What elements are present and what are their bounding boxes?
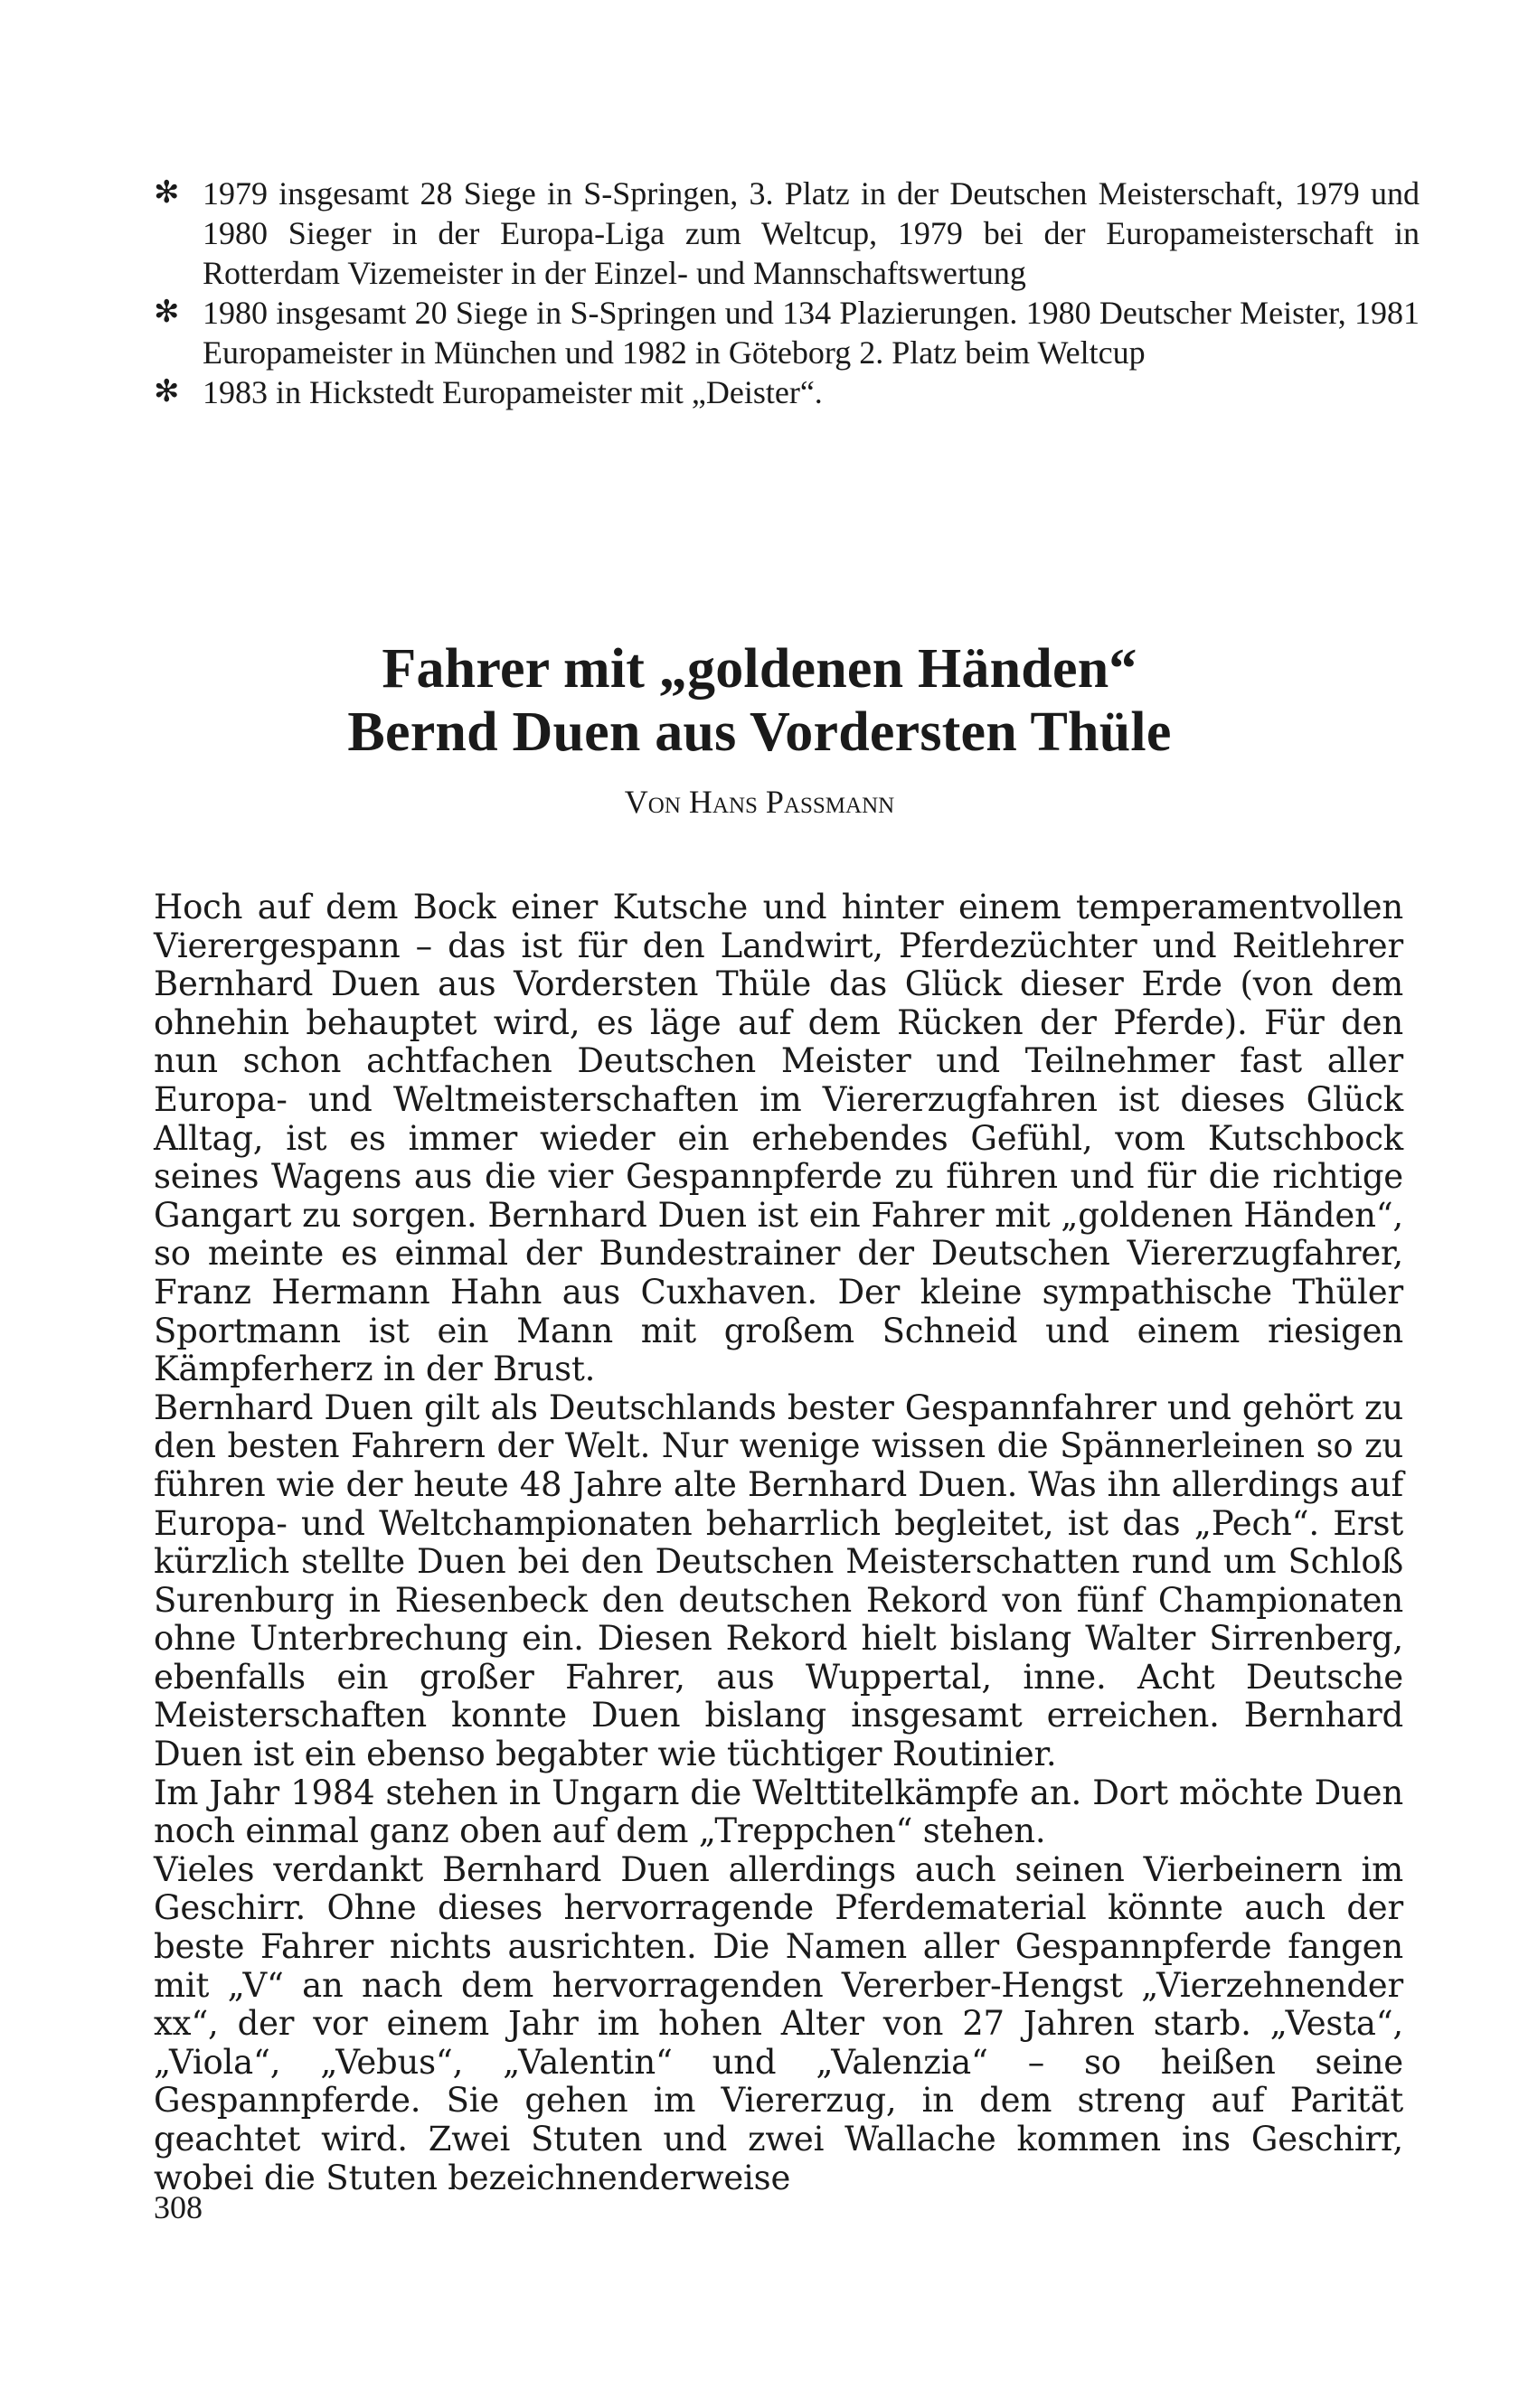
list-item-text: 1980 insgesamt 20 Siege in S-Springen und 134 Plazierungen. 1980 Deutscher Meister, 1981 Europameister in München und 1982 in Göteborg 2. Platz beim Weltcup xyxy=(203,295,1420,371)
asterisk-icon: ✻ xyxy=(154,375,180,409)
list-item-text: 1983 in Hickstedt Europameister mit „Deister“. xyxy=(203,374,823,410)
list-item xyxy=(154,174,1420,293)
article-title xyxy=(0,637,1519,764)
achievement-list xyxy=(154,174,1420,412)
article-author: Von Hans Passmann xyxy=(624,784,895,820)
asterisk-icon: ✻ xyxy=(154,176,180,210)
paragraph: Vieles verdankt Bernhard Duen allerdings auch seinen Vierbeinern im Geschirr. Ohne dieses hervorragende Pferdematerial könnte auch der beste Fahrer nichts ausrichten. Die Namen aller Gespannpferde fangen mit „V“ an nach dem hervorragenden Vererber-Hengst „Vierzehnender xx“, der vor einem Jahr im hohen Alter von 27 Jahren starb. „Vesta“, „Viola“, „Vebus“, „Valentin“ und „Valenzia“ – so heißen seine Gespannpferde. Sie gehen im Viererzug, in dem streng auf Parität geachtet wird. Zwei Stuten und zwei Wallache kommen ins Geschirr, wobei die Stuten bezeichnenderweise xyxy=(154,1849,1403,2197)
page-number: 308 xyxy=(154,2189,203,2225)
article-title-line-1: Fahrer mit „goldenen Händen“ xyxy=(382,638,1137,700)
list-item xyxy=(154,293,1420,372)
article-title-line-2: Bernd Duen aus Vordersten Thüle xyxy=(347,701,1172,763)
paragraph: Im Jahr 1984 stehen in Ungarn die Welttitelkämpfe an. Dort möchte Duen noch einmal ganz oben auf dem „Treppchen“ stehen. xyxy=(154,1773,1403,1851)
paragraph: Bernhard Duen gilt als Deutschlands bester Gespannfahrer und gehört zu den besten Fahrern der Welt. Nur wenige wissen die Spännerleinen so zu führen wie der heute 48 Jahre alte Bernhard Duen. Was ihn allerdings auf Europa- und Weltchampionaten beharrlich begleitet, ist das „Pech“. Erst kürzlich stellte Duen bei den Deutschen Meisterschatten rund um Schloß Surenburg in Riesenbeck den deutschen Rekord von fünf Championaten ohne Unterbrechung ein. Diesen Rekord hielt bislang Walter Sirrenberg, ebenfalls ein großer Fahrer, aus Wuppertal, inne. Acht Deutsche Meisterschaften konnte Duen bislang insgesamt erreichen. Bernhard Duen ist ein ebenso begabter wie tüchtiger Routinier. xyxy=(154,1387,1403,1774)
list-item-text: 1979 insgesamt 28 Siege in S-Springen, 3. Platz in der Deutschen Meisterschaft, 1979 und 1980 Sieger in der Europa-Liga zum Weltcup, 1979 bei der Europameisterschaft in Rotterdam Vizemeister in der Einzel- und Mannschaftswertung xyxy=(203,175,1420,291)
list-item xyxy=(154,372,1420,412)
article-body xyxy=(154,889,1403,2197)
asterisk-icon: ✻ xyxy=(154,296,180,329)
paragraph: Hoch auf dem Bock einer Kutsche und hinter einem temperamentvollen Vierergespann – das ist für den Landwirt, Pferdezüchter und Reitlehrer Bernhard Duen aus Vordersten Thüle das Glück dieser Erde (von dem ohnehin behauptet wird, es läge auf dem Rücken der Pferde). Für den nun schon achtfachen Deutschen Meister und Teilnehmer fast aller Europa- und Weltmeisterschaften im Viererzugfahren ist dieses Glück Alltag, ist es immer wieder ein erhebendes Gefühl, vom Kutschbock seines Wagens aus die vier Gespannpferde zu führen und für die richtige Gangart zu sorgen. Bernhard Duen ist ein Fahrer mit „goldenen Händen“, so meinte es einmal der Bundestrainer der Deutschen Viererzugfahrer, Franz Hermann Hahn aus Cuxhaven. Der kleine sympathische Thüler Sportmann ist ein Mann mit großem Schneid und einem riesigen Kämpferherz in der Brust. xyxy=(154,888,1403,1389)
